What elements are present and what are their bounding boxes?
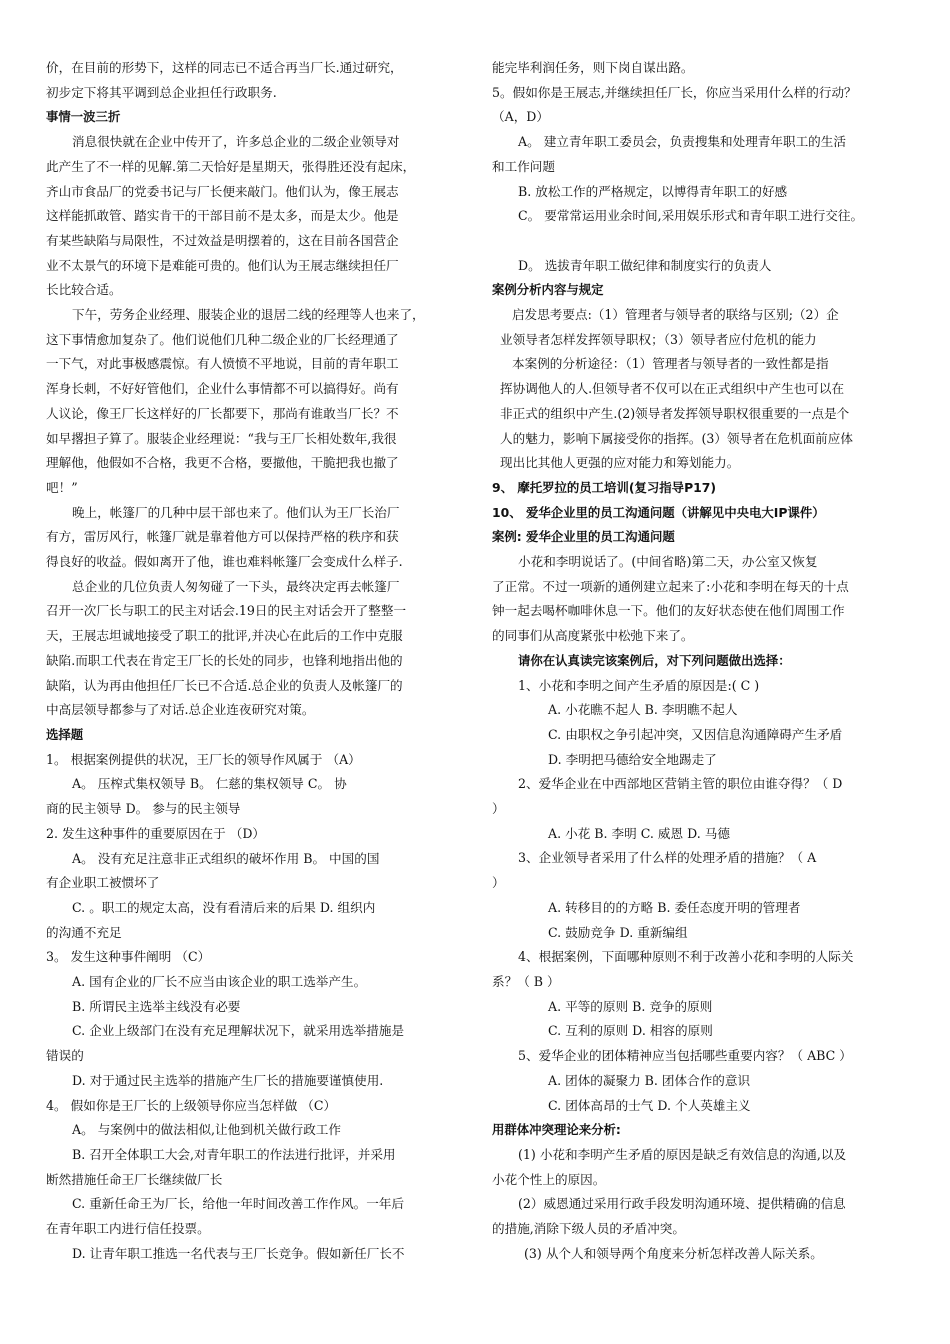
text-line: A. 平等的原则 B. 竞争的原则 <box>548 998 713 1014</box>
text-line: 有某些缺陷与局限性，不过效益是明摆着的，这在目前各国营企 <box>46 232 399 248</box>
text-line: 浑身长刺，不好好管他们，企业什么事情都不可以搞得好。尚有 <box>46 381 399 397</box>
text-line: A. 小花 B. 李明 C. 威恩 D. 马德 <box>548 825 730 841</box>
text-line: A。 压榨式集权领导 B。 仁慈的集权领导 C。 协 <box>72 776 347 792</box>
section-heading: 事情一波三折 <box>46 109 121 125</box>
text-line: 5、爱华企业的团体精神应当包括哪些重要内容？（ ABC ） <box>518 1048 852 1064</box>
text-line: 1。 根据案例提供的状况，王厂长的领导作风属于 （A） <box>46 751 361 767</box>
text-line: C. 由职权之争引起冲突，又因信息沟通障碍产生矛盾 <box>548 726 843 742</box>
text-line: C. 。职工的规定太高，没有看清后来的后果 D. 组织内 <box>72 899 376 915</box>
text-line: C. 重新任命王为厂长，给他一年时间改善工作作风。一年后 <box>72 1196 405 1212</box>
text-line: 有企业职工被惯坏了 <box>46 875 160 891</box>
text-line: A. 转移目的的方略 B. 委任态度开明的管理者 <box>548 899 801 915</box>
text-line: B. 召开全体职工大会,对青年职工的作法进行批评，并采用 <box>72 1146 396 1162</box>
text-line: C. 鼓励竞争 D. 重新编组 <box>548 924 688 940</box>
blank-line <box>492 229 912 254</box>
text-line: D. 对于通过民主选举的措施产生厂长的措施要谨慎使用. <box>72 1072 384 1088</box>
text-line: 钟一起去喝杯咖啡休息一下。他们的友好状态使在他们周围工作 <box>492 603 845 619</box>
text-line: 吧！” <box>46 479 78 495</box>
text-line: A. 小花瞧不起人 B. 李明瞧不起人 <box>548 702 738 718</box>
text-line: 缺陷，认为再由他担任厂长已不合适.总企业的负责人及帐篷厂的 <box>46 677 403 693</box>
text-line: A。 建立青年职工委员会，负责搜集和处理青年职工的生活 <box>518 134 846 150</box>
section-heading: 案例分析内容与规定 <box>492 282 604 298</box>
text-line: 人的魅力，影响下属接受你的指挥。(3）领导者在危机面前应体 <box>500 430 853 446</box>
left-column <box>46 56 466 1266</box>
text-line: 下午，劳务企业经理、服装企业的退居二线的经理等人也来了， <box>72 307 425 323</box>
text-line: 的同事们从高度紧张中松弛下来了。 <box>492 628 694 644</box>
text-line: B. 所谓民主选举主线没有必要 <box>72 998 241 1014</box>
text-line: 的措施,消除下级人员的矛盾冲突。 <box>492 1221 685 1237</box>
text-line: 人议论，像王厂长这样好的厂长都要下，那尚有谁敢当厂长？不 <box>46 405 399 421</box>
text-line: 总企业的几位负责人匆匆碰了一下头，最终决定再去帐篷厂 <box>72 578 400 594</box>
right-column <box>492 56 912 1266</box>
text-line: A。 没有充足注意非正式组织的破坏作用 B。 中国的国 <box>72 850 380 866</box>
text-line: 5。假如你是王展志,并继续担任厂长，你应当采用什么样的行动？ <box>492 84 857 100</box>
text-line: 小花个性上的原因。 <box>492 1171 606 1187</box>
text-line: A。 与案例中的做法相似,让他到机关做行政工作 <box>72 1122 341 1138</box>
text-line: ） <box>492 801 505 817</box>
text-line: 4、根据案例，下面哪种原则不利于改善小花和李明的人际关 <box>518 949 854 965</box>
text-line: 消息很快就在企业中传开了，许多总企业的二级企业领导对 <box>72 134 400 150</box>
section-heading: 案例: 爱华企业里的员工沟通问题 <box>492 529 675 545</box>
section-heading: 用群体冲突理论来分析: <box>492 1122 621 1138</box>
text-line: 现出比其他人更强的应对能力和筹划能力。 <box>500 455 740 471</box>
text-line: (3) 从个人和领导两个角度来分析怎样改善人际关系。 <box>524 1245 823 1261</box>
text-line: 2. 发生这种事件的重要原因在于 （D） <box>46 825 266 841</box>
text-line: （A，D） <box>492 109 549 125</box>
text-line: 在青年职工内进行信任投票。 <box>46 1221 210 1237</box>
text-line: D。 选拔青年职工做纪律和制度实行的负责人 <box>518 257 772 273</box>
text-line: 得良好的收益。假如离开了他，谁也难料帐篷厂会变成什么样子. <box>46 554 403 570</box>
text-line: 4。 假如你是王厂长的上级领导你应当怎样做 （C） <box>46 1097 337 1113</box>
text-line: 这样能抓敢管、踏实肯干的干部目前不是太多，而是太少。他是 <box>46 208 399 224</box>
text-line: C。 要常常运用业余时间,采用娱乐形式和青年职工进行交往。 <box>518 208 864 224</box>
text-line: 挥协调他人的人.但领导者不仅可以在正式组织中产生也可以在 <box>500 381 845 397</box>
text-line: 长比较合适。 <box>46 282 122 298</box>
text-line: 错误的 <box>46 1048 84 1064</box>
text-line: 本案例的分析途径：（1）管理者与领导者的一致性都是指 <box>512 356 829 372</box>
text-line: 系？（ B ） <box>492 974 560 989</box>
text-line: 有方，雷厉风行，帐篷厂就是靠着他方可以保持严格的秩序和获 <box>46 529 399 545</box>
text-line: 缺陷.而职工代表在肯定王厂长的长处的同步，也锋利地指出他的 <box>46 652 403 668</box>
section-heading: 请你在认真读完该案例后，对下列问题做出选择： <box>518 652 791 668</box>
text-line: 一下气，对此事极感震惊。有人愤愤不平地说，目前的青年职工 <box>46 356 399 372</box>
text-line: 3、企业领导者采用了什么样的处理矛盾的措施？（ A <box>518 850 817 866</box>
text-line: ） <box>492 875 505 891</box>
text-line: (1) 小花和李明产生矛盾的原因是缺乏有效信息的沟通,以及 <box>518 1146 847 1162</box>
text-line: 价，在目前的形势下，这样的同志已不适合再当厂长.通过研究， <box>46 60 403 75</box>
text-line: 断然措施任命王厂长继续做厂长 <box>46 1171 223 1187</box>
text-line: A. 国有企业的厂长不应当由该企业的职工选举产生。 <box>72 974 367 990</box>
text-line: A. 团体的凝聚力 B. 团体合作的意识 <box>548 1072 751 1088</box>
text-line: D. 李明把马德给安全地踢走了 <box>548 751 717 767</box>
text-line: 晚上，帐篷厂的几种中层干部也来了。他们认为王厂长治厂 <box>72 504 400 520</box>
text-line: (2）威恩通过采用行政手段发明沟通环境、提供精确的信息 <box>518 1196 846 1212</box>
text-line: 3。 发生这种事件阐明 （C） <box>46 949 211 965</box>
text-line: 非正式的组织中产生.(2)领导者发挥领导职权很重要的一点是个 <box>500 405 850 421</box>
text-line: 初步定下将其平调到总企业担任行政职务. <box>46 84 277 100</box>
text-line: C. 团体高昂的士气 D. 个人英雄主义 <box>548 1097 751 1113</box>
text-line: 此产生了不一样的见解.第二天恰好是星期天，张得胜还没有起床， <box>46 158 416 174</box>
text-line: C. 企业上级部门在没有充足理解状况下，就采用选举措施是 <box>72 1023 405 1039</box>
text-line: 2、爱华企业在中西部地区营销主管的职位由谁夺得？（ D <box>518 776 843 792</box>
text-line: C. 互利的原则 D. 相容的原则 <box>548 1023 713 1039</box>
text-line: 能完毕利润任务，则下岗自谋出路。 <box>492 60 694 75</box>
text-line: 小花和李明说话了。(中间省略)第二天，办公室又恢复 <box>518 554 818 570</box>
text-line: 业领导者怎样发挥领导职权；（3）领导者应付危机的能力 <box>500 331 817 347</box>
text-line: 和工作问题 <box>492 158 555 174</box>
text-line: 了正常。不过一项新的通例建立起来了:小花和李明在每天的十点 <box>492 578 849 594</box>
text-line: 这下事情愈加复杂了。他们说他们几种二级企业的厂长经理通了 <box>46 331 399 347</box>
text-line: 理解他，他假如不合格，我更不合格，要撤他，干脆把我也撤了 <box>46 455 399 471</box>
text-line: 天，王展志坦诚地接受了职工的批评,并决心在此后的工作中克服 <box>46 628 403 644</box>
text-line: 的沟通不充足 <box>46 924 122 940</box>
text-line: 中高层领导都参与了对话.总企业连夜研究对策。 <box>46 702 315 718</box>
section-heading: 9、 摩托罗拉的员工培训(复习指导P17) <box>492 479 717 495</box>
section-heading: 选择题 <box>46 726 84 742</box>
text-line: 召开一次厂长与职工的民主对话会.19日的民主对话会开了整整一 <box>46 603 407 619</box>
text-line: 启发思考要点:（1）管理者与领导者的联络与区别;（2）企 <box>512 307 839 323</box>
text-line: 商的民主领导 D。 参与的民主领导 <box>46 801 241 817</box>
text-line: B. 放松工作的严格规定，以博得青年职工的好感 <box>518 183 788 199</box>
text-line: D. 让青年职工推选一名代表与王厂长竞争。假如新任厂长不 <box>72 1245 405 1261</box>
text-line: 1、小花和李明之间产生矛盾的原因是:( C ) <box>518 677 760 693</box>
text-line: 如早撂担子算了。服装企业经理说：“我与王厂长相处数年,我很 <box>46 430 397 446</box>
text-line: 齐山市食品厂的党委书记与厂长便来敲门。他们认为，像王展志 <box>46 183 399 199</box>
section-heading: 10、 爱华企业里的员工沟通问题（讲解见中央电大IP课件） <box>492 504 825 520</box>
text-line: 业不太景气的环境下是难能可贵的。他们认为王展志继续担任厂 <box>46 257 399 273</box>
